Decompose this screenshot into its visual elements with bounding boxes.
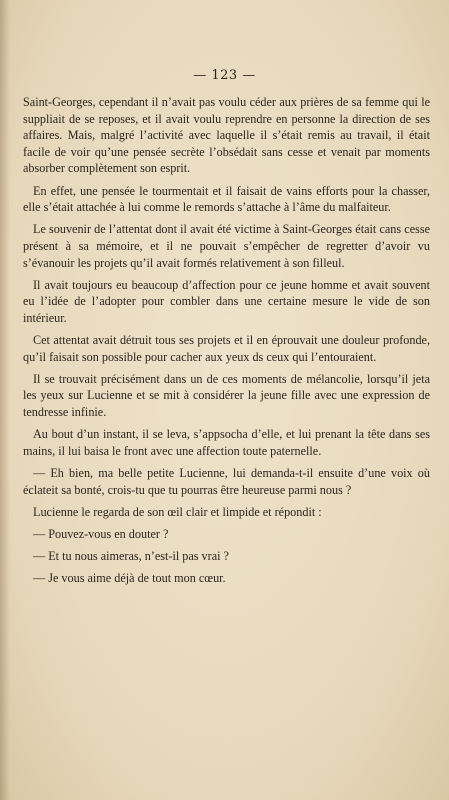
dialogue-line: — Je vous aime déjà de tout mon cœur.	[33, 571, 226, 586]
paragraph: Il se trouvait précisément dans un de ces moments de mélancolie, lorsqu’il jeta les yeux sur Lucienne et se mit à considérer la jeune fille avec une expression de tendresse infinie.	[23, 371, 430, 420]
paragraph: — Eh bien, ma belle petite Lucienne, lui demanda-t-il ensuite d’une voix où éclateit sa bonté, crois-tu que tu pourras être heureuse parmi nous ?	[23, 466, 430, 497]
paragraph: Saint-Georges, cependant il n’avait pas voulu céder aux prières de sa femme qui le suppliait de se reposes, et il avait voulu reprendre en personne la direction de ses affaires. Mais, malgré l’activité avec laquelle il s’était remis au travail, il était facile de voir qu’une pensée secrète l’obsédait sans cesse et venait par moments absorber complètement son esprit.	[23, 95, 430, 176]
paragraph: Au bout d’un instant, il se leva, s’appsocha d’elle, et lui prenant la tête dans ses mains, il lui baisa le front avec une affection toute paternelle.	[23, 427, 430, 458]
paragraph: Le souvenir de l’attentat dont il avait été victime à Saint-Georges était cans cesse présent à sa mémoire, et il ne pouvait s’empêcher de regretter d’avoir vu s’évanouir les projets qu’il avait formés relativement à son filleul.	[23, 222, 430, 270]
body-text	[23, 94, 430, 593]
paragraph: Il avait toujours eu beaucoup d’affection pour ce jeune homme et avait souvent eu l’idée de l’adopter pour combler dans une certaine mesure le vide de son intérieur.	[23, 277, 430, 325]
binding-shadow	[0, 0, 10, 800]
dialogue-line: — Et tu nous aimeras, n’est-il pas vrai ?	[33, 549, 229, 564]
paragraph: En effet, une pensée le tourmentait et il faisait de vains efforts pour la chasser, elle s’était attachée à lui comme le remords s’attache à l’âme du malfaiteur.	[23, 183, 430, 215]
paragraph: Lucienne le regarda de son œil clair et limpide et répondit :	[33, 504, 322, 519]
dialogue-line: — Pouvez-vous en douter ?	[33, 527, 169, 541]
page-number: — 123 —	[193, 68, 256, 83]
paragraph: Cet attentat avait détruit tous ses projets et il en éprouvait une douleur profonde, qu’il faisait son possible pour cacher aux yeux ds ceux qui l’entouraient.	[23, 333, 430, 364]
